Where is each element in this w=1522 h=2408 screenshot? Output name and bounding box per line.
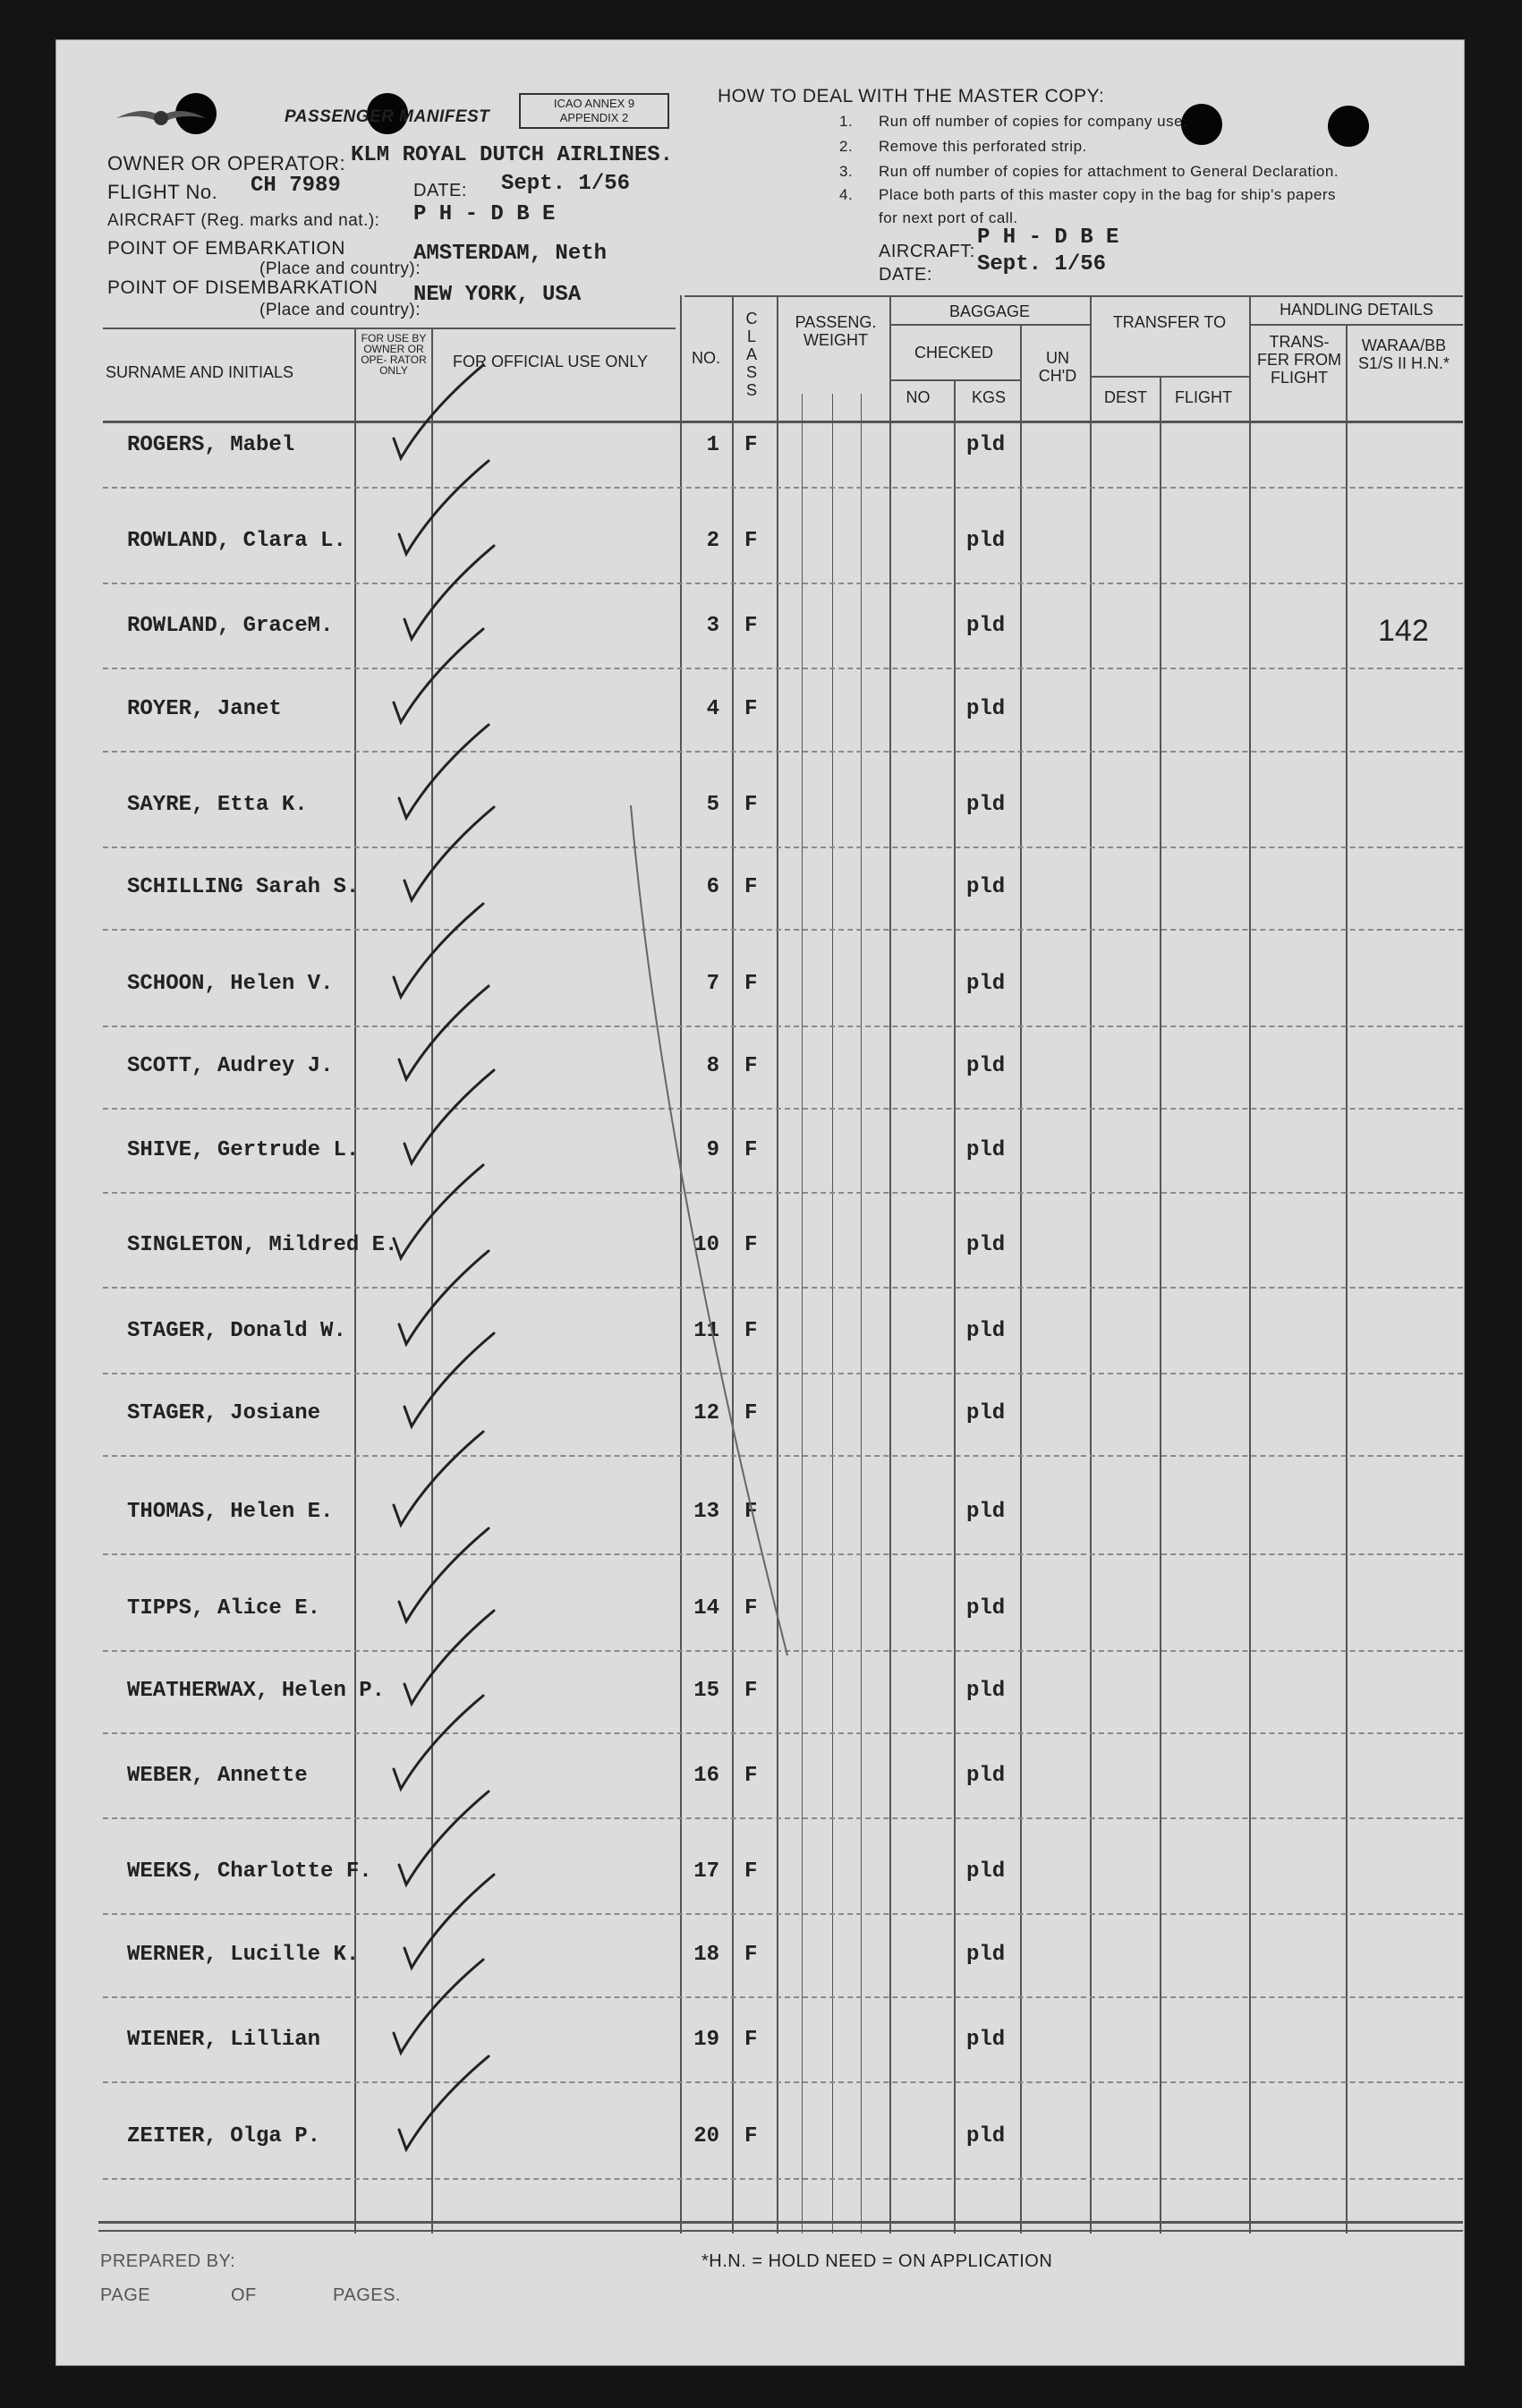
embark-value: AMSTERDAM, Neth xyxy=(413,242,608,266)
baggage-kgs: pld xyxy=(966,1859,1006,1884)
baggage-kgs: pld xyxy=(966,875,1006,899)
check-mark xyxy=(399,1528,489,1621)
disembark-value: NEW YORK, USA xyxy=(413,283,582,307)
col-no: NO. xyxy=(691,349,720,367)
col-waraa: WARAA/BB S1/S II H.N.* xyxy=(1357,336,1450,372)
passenger-number: 4 xyxy=(706,697,719,721)
passenger-number: 19 xyxy=(693,2028,719,2052)
icao-stamp-line1: ICAO ANNEX 9 xyxy=(553,97,635,110)
instruction-text-cont: for next port of call. xyxy=(879,209,1018,226)
passenger-name: ZEITER, Olga P. xyxy=(127,2124,321,2148)
passenger-class: F xyxy=(744,614,758,638)
passenger-number: 6 xyxy=(706,875,719,899)
pages-label: PAGES. xyxy=(333,2285,401,2305)
passenger-class: F xyxy=(744,529,758,553)
passenger-name: STAGER, Josiane xyxy=(127,1401,321,1425)
passenger-number: 16 xyxy=(693,1764,719,1788)
instruction-num: 1. xyxy=(839,113,854,130)
aircraft-value-right: P H - D B E xyxy=(977,225,1119,250)
col-flight: FLIGHT xyxy=(1174,388,1232,406)
col-checked: CHECKED xyxy=(914,344,993,362)
hn-note: *H.N. = HOLD NEED = ON APPLICATION xyxy=(701,2251,1053,2271)
prepared-by-label: PREPARED BY: xyxy=(100,2251,236,2271)
passenger-number: 8 xyxy=(706,1054,719,1078)
hold-need-number: 142 xyxy=(1378,614,1429,648)
passenger-number: 12 xyxy=(693,1401,719,1425)
passenger-number: 3 xyxy=(706,614,719,638)
check-mark xyxy=(404,807,494,900)
passenger-name: SCOTT, Audrey J. xyxy=(127,1054,334,1078)
disembark-sub: (Place and country): xyxy=(259,301,421,319)
instructions-title: HOW TO DEAL WITH THE MASTER COPY: xyxy=(718,86,1105,106)
date-value: Sept. 1/56 xyxy=(501,172,631,196)
passenger-class: F xyxy=(744,972,758,996)
flight-value: CH 7989 xyxy=(251,174,341,198)
passenger-number: 20 xyxy=(693,2124,719,2148)
passenger-name: WERNER, Lucille K. xyxy=(127,1943,360,1967)
embark-sub: (Place and country): xyxy=(259,260,421,278)
passenger-number: 17 xyxy=(693,1859,719,1884)
baggage-kgs: pld xyxy=(966,1319,1006,1343)
icao-stamp-line2: APPENDIX 2 xyxy=(559,111,629,124)
baggage-kgs: pld xyxy=(966,529,1006,553)
passenger-number: 7 xyxy=(706,972,719,996)
baggage-kgs: pld xyxy=(966,697,1006,721)
baggage-kgs: pld xyxy=(966,1138,1006,1162)
check-mark xyxy=(399,986,489,1079)
passenger-name: WEBER, Annette xyxy=(127,1764,308,1788)
passenger-number: 10 xyxy=(693,1233,719,1257)
check-mark xyxy=(394,904,483,997)
baggage-kgs: pld xyxy=(966,1764,1006,1788)
passenger-name: SHIVE, Gertrude L. xyxy=(127,1138,360,1162)
check-mark xyxy=(404,1875,494,1968)
passenger-name: ROWLAND, GraceM. xyxy=(127,614,334,638)
instruction-text: Run off number of copies for company use. xyxy=(879,113,1188,130)
check-mark xyxy=(399,461,489,554)
aircraft-label-right: AIRCRAFT: xyxy=(879,242,975,261)
passenger-name: SCHILLING Sarah S. xyxy=(127,875,360,899)
instruction-text: Place both parts of this master copy in the bag for ship's papers xyxy=(879,186,1337,203)
col-dest: DEST xyxy=(1103,388,1147,406)
of-label: OF xyxy=(231,2285,257,2305)
baggage-kgs: pld xyxy=(966,1943,1006,1967)
baggage-kgs: pld xyxy=(966,1054,1006,1078)
passenger-class: F xyxy=(744,1054,758,1078)
passenger-class: F xyxy=(744,1500,758,1524)
passenger-name: SINGLETON, Mildred E. xyxy=(127,1233,398,1257)
aircraft-label: AIRCRAFT (Reg. marks and nat.): xyxy=(107,211,380,230)
passenger-number: 9 xyxy=(706,1138,719,1162)
passenger-class: F xyxy=(744,697,758,721)
passenger-name: THOMAS, Helen E. xyxy=(127,1500,334,1524)
col-transfer-from: TRANS- FER FROM FLIGHT xyxy=(1257,333,1341,387)
col-kgs: KGS xyxy=(971,388,1006,406)
aircraft-value: P H - D B E xyxy=(413,202,556,226)
page-label: PAGE xyxy=(100,2285,151,2305)
col-pass-weight: PASSENG. WEIGHT xyxy=(795,313,877,349)
date-label-right: DATE: xyxy=(879,265,932,285)
passenger-name: SCHOON, Helen V. xyxy=(127,972,334,996)
check-mark xyxy=(394,1165,483,1258)
col-unchd: UN CH'D xyxy=(1038,349,1077,385)
disembark-label: POINT OF DISEMBARKATION xyxy=(107,277,378,298)
passenger-name: ROWLAND, Clara L. xyxy=(127,529,346,553)
baggage-kgs: pld xyxy=(966,1596,1006,1621)
passenger-class: F xyxy=(744,1138,758,1162)
baggage-kgs: pld xyxy=(966,972,1006,996)
col-transfer: TRANSFER TO xyxy=(1112,313,1227,331)
check-mark xyxy=(399,2056,489,2149)
passenger-class: F xyxy=(744,793,758,817)
baggage-kgs: pld xyxy=(966,1679,1006,1703)
passenger-number: 11 xyxy=(693,1319,719,1343)
col-handling: HANDLING DETAILS xyxy=(1280,301,1433,319)
embark-label: POINT OF EMBARKATION xyxy=(107,238,345,259)
passenger-number: 2 xyxy=(706,529,719,553)
passenger-number: 15 xyxy=(693,1679,719,1703)
footer-rule xyxy=(98,2230,1463,2232)
baggage-kgs: pld xyxy=(966,1401,1006,1425)
col-baggage: BAGGAGE xyxy=(948,302,1031,320)
passenger-class: F xyxy=(744,875,758,899)
date-value-right: Sept. 1/56 xyxy=(977,252,1107,277)
pencil-scribble xyxy=(631,805,787,1655)
check-mark xyxy=(404,1333,494,1426)
owner-label: OWNER OR OPERATOR: xyxy=(107,152,346,174)
passenger-number: 18 xyxy=(693,1943,719,1967)
owner-value: KLM ROYAL DUTCH AIRLINES. xyxy=(351,143,674,167)
col-owner-use: FOR USE BY OWNER OR OPE- RATOR ONLY xyxy=(361,332,427,377)
baggage-kgs: pld xyxy=(966,2124,1006,2148)
passenger-number: 14 xyxy=(693,1596,719,1621)
passenger-name: TIPPS, Alice E. xyxy=(127,1596,321,1621)
check-mark xyxy=(404,1611,494,1704)
passenger-name: WEATHERWAX, Helen P. xyxy=(127,1679,386,1703)
instruction-num: 2. xyxy=(839,138,854,155)
baggage-kgs: pld xyxy=(966,1500,1006,1524)
check-mark xyxy=(404,546,494,639)
col-surname: SURNAME AND INITIALS xyxy=(106,363,294,381)
baggage-kgs: pld xyxy=(966,433,1006,457)
instruction-num: 3. xyxy=(839,163,854,180)
passenger-class: F xyxy=(744,1319,758,1343)
check-mark xyxy=(394,629,483,722)
check-mark xyxy=(394,1960,483,2053)
passenger-number: 1 xyxy=(706,433,719,457)
check-mark xyxy=(404,1070,494,1163)
passenger-name: ROGERS, Mabel xyxy=(127,433,295,457)
baggage-kgs: pld xyxy=(966,793,1006,817)
passenger-class: F xyxy=(744,1401,758,1425)
passenger-name: ROYER, Janet xyxy=(127,697,282,721)
footer-rule xyxy=(98,2221,1463,2224)
passenger-number: 13 xyxy=(693,1500,719,1524)
passenger-class: F xyxy=(744,1596,758,1621)
check-mark xyxy=(399,1791,489,1885)
form-title: PASSENGER MANIFEST xyxy=(285,107,490,126)
passenger-name: STAGER, Donald W. xyxy=(127,1319,346,1343)
col-bag-no: NO xyxy=(906,388,931,406)
passenger-class: F xyxy=(744,2028,758,2052)
instruction-num: 4. xyxy=(839,186,854,203)
flight-label: FLIGHT No. xyxy=(107,181,218,203)
check-mark xyxy=(394,1432,483,1525)
passenger-class: F xyxy=(744,1859,758,1884)
instruction-text: Remove this perforated strip. xyxy=(879,138,1087,155)
col-class: C L A S S xyxy=(745,310,758,399)
passenger-name: WIENER, Lillian xyxy=(127,2028,321,2052)
col-official: FOR OFFICIAL USE ONLY xyxy=(452,353,649,370)
passenger-name: SAYRE, Etta K. xyxy=(127,793,308,817)
date-label: DATE: xyxy=(413,181,467,200)
passenger-class: F xyxy=(744,1943,758,1967)
passenger-class: F xyxy=(744,1679,758,1703)
baggage-kgs: pld xyxy=(966,2028,1006,2052)
check-mark xyxy=(399,1251,489,1344)
baggage-kgs: pld xyxy=(966,614,1006,638)
passenger-class: F xyxy=(744,433,758,457)
passenger-class: F xyxy=(744,2124,758,2148)
passenger-name: WEEKS, Charlotte F. xyxy=(127,1859,372,1884)
passenger-class: F xyxy=(744,1233,758,1257)
instruction-text: Run off number of copies for attachment to General Declaration. xyxy=(879,163,1339,180)
check-mark xyxy=(394,365,483,458)
passenger-class: F xyxy=(744,1764,758,1788)
check-mark xyxy=(399,725,489,818)
check-mark xyxy=(394,1696,483,1789)
baggage-kgs: pld xyxy=(966,1233,1006,1257)
passenger-number: 5 xyxy=(706,793,719,817)
